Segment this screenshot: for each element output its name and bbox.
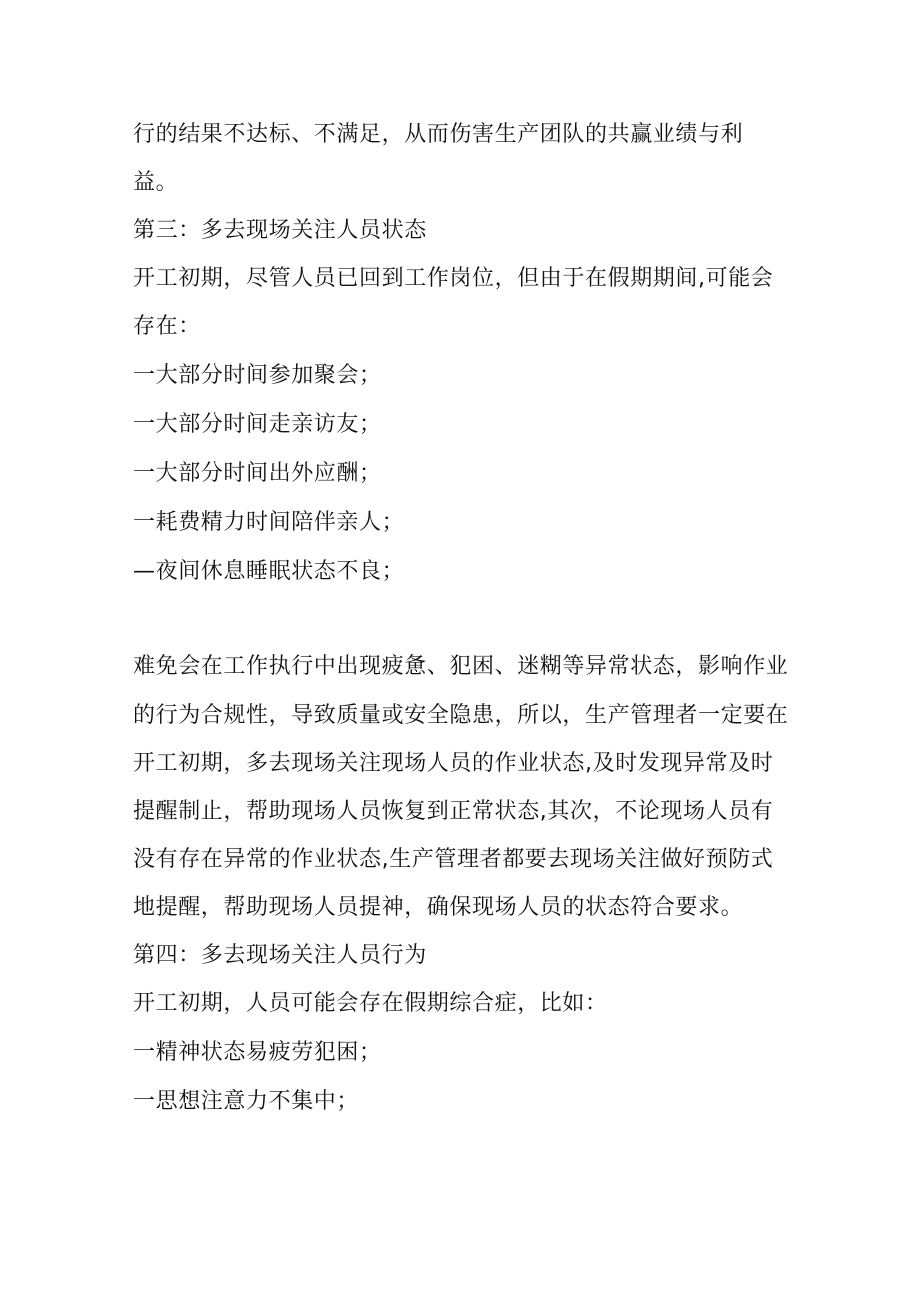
paragraph-line: 开工初期，尽管人员已回到工作岗位，但由于在假期期间,可能会 (133, 266, 774, 291)
list-item: 一大部分时间走亲访友； (133, 412, 382, 437)
section-heading-3: 第三：多去现场关注人员状态 (133, 218, 427, 243)
paragraph-line: 开工初期，人员可能会存在假期综合症，比如： (133, 991, 608, 1016)
paragraph-line: 的行为合规性，导致质量或安全隐患，所以，生产管理者一定要在 (133, 703, 789, 728)
list-item: 一思想注意力不集中； (133, 1089, 360, 1114)
list-item: —夜间休息睡眠状态不良； (133, 559, 405, 584)
list-item: 一精神状态易疲劳犯困； (133, 1040, 382, 1065)
paragraph-line: 难免会在工作执行中出现疲惫、犯困、迷糊等异常状态，影响作业 (133, 654, 789, 679)
paragraph-line: 益。 (133, 170, 179, 195)
list-item: 一耗费精力时间陪伴亲人； (133, 510, 405, 535)
paragraph-line: 提醒制止，帮助现场人员恢复到正常状态,其次，不论现场人员有 (133, 799, 774, 824)
paragraph-line: 开工初期，多去现场关注现场人员的作业状态,及时发现异常及时 (133, 751, 774, 776)
list-item: 一大部分时间参加聚会； (133, 363, 382, 388)
paragraph-line: 没有存在异常的作业状态,生产管理者都要去现场关注做好预防式 (133, 847, 774, 872)
list-item: 一大部分时间出外应酬； (133, 461, 382, 486)
section-heading-4: 第四：多去现场关注人员行为 (133, 943, 427, 968)
paragraph-line: 行的结果不达标、不满足，从而伤害生产团队的共赢业绩与利 (133, 122, 744, 147)
paragraph-line: 地提醒，帮助现场人员提神，确保现场人员的状态符合要求。 (133, 895, 744, 920)
paragraph-line: 存在： (133, 314, 201, 339)
